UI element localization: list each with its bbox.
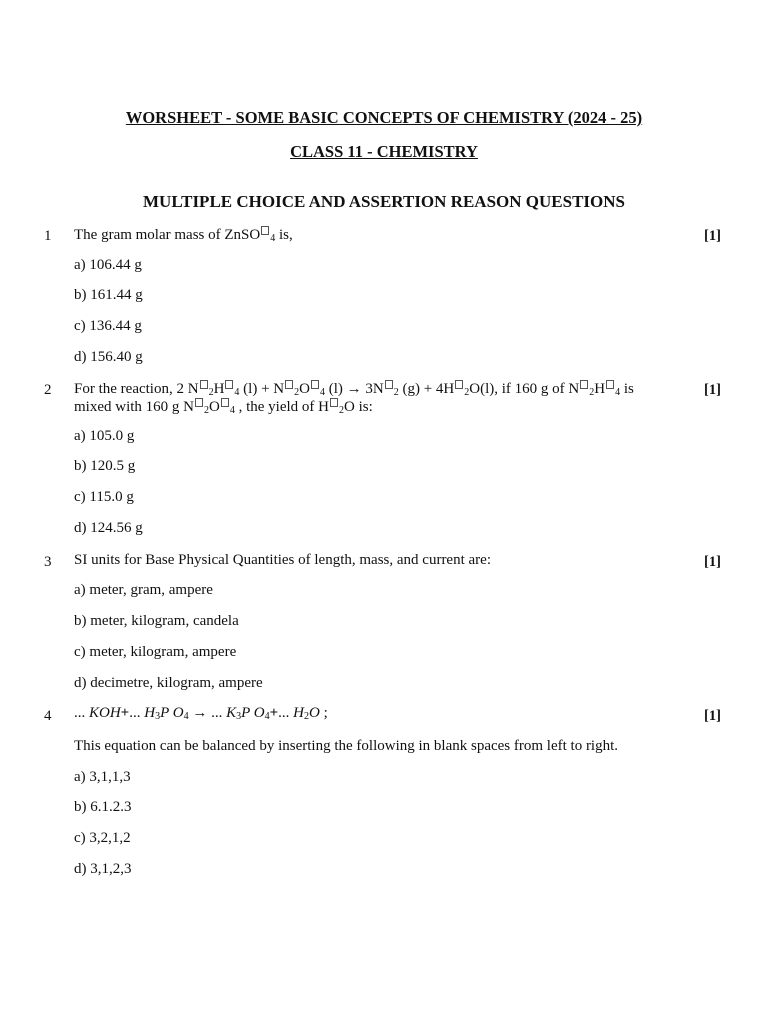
q2-sub: 2	[204, 405, 209, 416]
question-2-option: d) 124.56 g	[74, 520, 143, 536]
q1-stem-sub: 4	[270, 233, 276, 244]
q2-sub: 4	[229, 405, 235, 416]
question-3-stem: SI units for Base Physical Quantities of length, mass, and current are:	[74, 552, 491, 568]
placeholder-box-icon	[221, 398, 229, 407]
eq-part: H	[144, 705, 156, 721]
question-1-number: 1	[44, 228, 52, 244]
question-1-marks: [1]	[704, 228, 721, 244]
q2-sub: 2	[464, 387, 470, 398]
q2-sub: 2	[393, 387, 399, 398]
question-2-option: a) 105.0 g	[74, 428, 135, 444]
eq-part: O	[172, 705, 184, 721]
question-4-equation	[74, 705, 328, 722]
placeholder-box-icon	[225, 380, 233, 389]
question-2-option: b) 120.5 g	[74, 458, 136, 474]
q2-sub: 4	[319, 387, 325, 398]
question-4-option: a) 3,1,1,3	[74, 769, 131, 785]
eq-part: ...	[211, 705, 227, 721]
question-1-option: a) 106.44 g	[74, 257, 142, 273]
class-subtitle: CLASS 11 - CHEMISTRY	[290, 142, 478, 161]
eq-part: P	[160, 705, 169, 721]
section-heading: MULTIPLE CHOICE AND ASSERTION REASON QUESTIONS	[143, 192, 625, 211]
q2-text: mixed with 160 g N	[74, 399, 194, 415]
q2-text: H	[594, 381, 606, 397]
eq-part: +	[120, 705, 130, 721]
q2-text: O	[299, 381, 310, 397]
question-3-marks: [1]	[704, 554, 721, 570]
question-2-stem-line-1	[74, 380, 634, 398]
placeholder-box-icon	[606, 380, 614, 389]
eq-sub: 3	[236, 711, 242, 722]
q2-text: (l) + N	[239, 381, 285, 397]
eq-part: ;	[319, 705, 328, 721]
q2-sub: 2	[294, 387, 300, 398]
eq-part: H	[293, 705, 304, 721]
question-4-option: c) 3,2,1,2	[74, 830, 131, 846]
eq-part: O	[309, 705, 320, 721]
question-1-option: b) 161.44 g	[74, 287, 143, 303]
question-3-option: c) meter, kilogram, ampere	[74, 644, 237, 660]
eq-sub: 3	[155, 711, 161, 722]
reaction-arrow-icon: →	[346, 381, 362, 397]
eq-part: P	[241, 705, 250, 721]
reaction-arrow-icon: →	[188, 705, 212, 721]
q2-text: O is:	[344, 399, 373, 415]
eq-sub: 4	[264, 711, 270, 722]
eq-part: ...	[278, 705, 294, 721]
placeholder-box-icon	[195, 398, 203, 407]
q2-sub: 4	[234, 387, 240, 398]
question-1-option: d) 156.40 g	[74, 349, 143, 365]
eq-part: KOH	[89, 705, 121, 721]
placeholder-box-icon	[285, 380, 293, 389]
question-3-option: b) meter, kilogram, candela	[74, 613, 239, 629]
q2-text: is	[620, 381, 634, 397]
q2-sub: 2	[339, 405, 344, 416]
eq-part: K	[226, 705, 237, 721]
placeholder-box-icon	[261, 226, 269, 235]
worksheet-title: WORSHEET - SOME BASIC CONCEPTS OF CHEMISTRY (2024 - 25)	[125, 108, 643, 127]
question-2-marks: [1]	[704, 382, 721, 398]
question-1-stem	[74, 226, 293, 244]
q2-text: O	[209, 399, 220, 415]
question-4-marks: [1]	[704, 708, 721, 724]
q2-text: (g) + 4H	[398, 381, 455, 397]
question-2-option: c) 115.0 g	[74, 489, 134, 505]
q2-sub: 2	[208, 387, 214, 398]
q1-stem-tail: is,	[275, 227, 293, 243]
q2-text: H	[213, 381, 225, 397]
question-1-option: c) 136.44 g	[74, 318, 142, 334]
q2-text: (l)	[324, 381, 347, 397]
question-4-option: b) 6.1.2.3	[74, 799, 132, 815]
question-3-option: d) decimetre, kilogram, ampere	[74, 675, 263, 691]
eq-sub: 4	[183, 711, 189, 722]
placeholder-box-icon	[330, 398, 338, 407]
q2-text: , the yield of H	[234, 399, 329, 415]
placeholder-box-icon	[311, 380, 319, 389]
eq-part: O	[253, 705, 265, 721]
eq-sub: 2	[304, 711, 309, 722]
question-4-option: d) 3,1,2,3	[74, 861, 132, 877]
placeholder-box-icon	[385, 380, 393, 389]
question-4-number: 4	[44, 708, 52, 724]
q2-sub: 2	[589, 387, 595, 398]
q2-text: O(l), if 160 g of N	[469, 381, 580, 397]
question-3-option: a) meter, gram, ampere	[74, 582, 213, 598]
placeholder-box-icon	[455, 380, 463, 389]
q2-text: 3N	[361, 381, 384, 397]
eq-part: ...	[74, 705, 89, 721]
q2-text: For the reaction, 2 N	[74, 381, 199, 397]
q2-sub: 4	[615, 387, 621, 398]
question-2-number: 2	[44, 382, 52, 398]
eq-part: +	[269, 705, 279, 721]
placeholder-box-icon	[580, 380, 588, 389]
placeholder-box-icon	[200, 380, 208, 389]
question-3-number: 3	[44, 554, 52, 570]
q1-stem-text: The gram molar mass of ZnSO	[74, 227, 261, 243]
question-2-stem-line-2	[74, 398, 373, 416]
eq-part: ...	[129, 705, 145, 721]
question-4-stem: This equation can be balanced by inserting the following in blank spaces from left to right.	[74, 738, 619, 754]
